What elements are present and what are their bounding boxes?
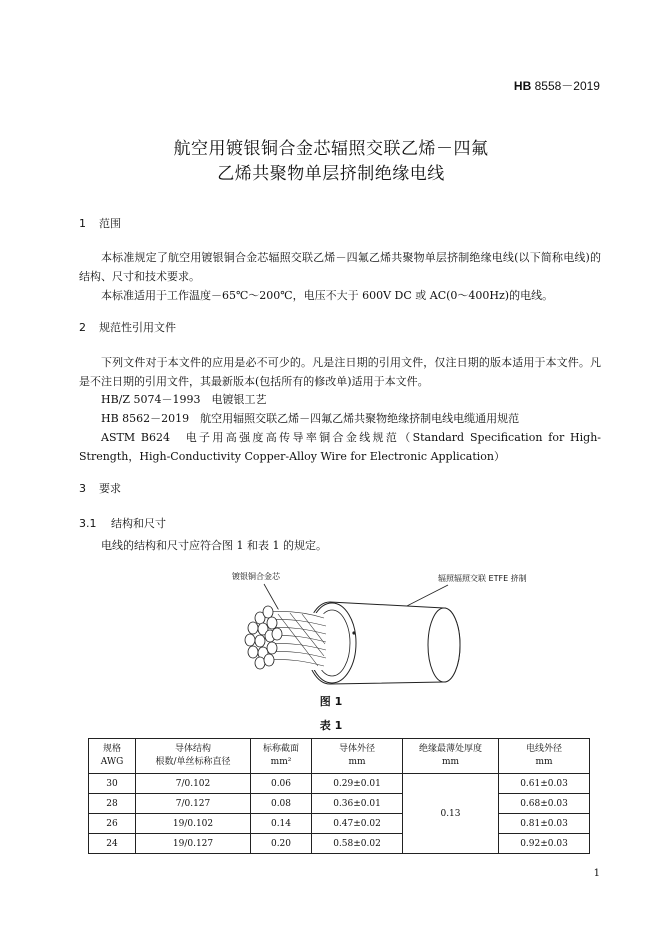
cell-conductor-diameter: 0.58±0.02 — [312, 834, 403, 854]
section-2-paragraph: 下列文件对于本文件的应用是必不可少的。凡是注日期的引用文件，仅注日期的版本适用于本文件。凡是不注日期的引用文件，其最新版本(包括所有的修改单)适用于本文件。 — [79, 356, 601, 388]
header-wire-diameter: 电线外径 mm — [499, 739, 590, 774]
conductor-label: 镀银铜合金芯 — [232, 572, 280, 581]
cell-section: 0.14 — [251, 814, 312, 834]
cell-wire-diameter: 0.92±0.03 — [499, 834, 590, 854]
section-2-heading — [79, 319, 176, 335]
document-title-line1: 航空用镀银铜合金芯辐照交联乙烯－四氟 — [173, 139, 489, 159]
cell-conductor-diameter: 0.47±0.02 — [312, 814, 403, 834]
section-3-1-heading — [79, 515, 166, 531]
section-1-paragraph-2: 本标准适用于工作温度－65℃～200℃，电压不大于 600V DC 或 AC(0～400Hz)的电线。 — [101, 289, 554, 302]
section-number: 3.1 — [79, 517, 97, 530]
cell-wire-diameter: 0.68±0.03 — [499, 794, 590, 814]
reference-1: HB/Z 5074－1993 电镀银工艺 — [101, 393, 267, 406]
section-1-paragraph-1: 本标准规定了航空用镀银铜合金芯辐照交联乙烯－四氟乙烯共聚物单层挤制绝缘电线(以下简称电线)的结构、尺寸和技术要求。 — [79, 251, 601, 283]
insulation-label: 辐照辐照交联 ETFE 挤制 — [438, 574, 527, 583]
table-row — [89, 834, 590, 854]
table-row — [89, 814, 590, 834]
section-3-heading — [79, 480, 121, 496]
cable-illustration — [220, 566, 560, 686]
document-title-line2: 乙烯共聚物单层挤制绝缘电线 — [217, 164, 445, 184]
section-title: 范围 — [99, 217, 121, 230]
header-nominal-section: 标称截面 mm² — [251, 739, 312, 774]
section-title: 结构和尺寸 — [111, 517, 166, 530]
jacket-end — [428, 608, 460, 682]
cell-structure: 7/0.102 — [136, 774, 251, 794]
cell-section: 0.20 — [251, 834, 312, 854]
cell-wire-diameter: 0.61±0.03 — [499, 774, 590, 794]
page-number: 1 — [593, 868, 600, 879]
table-row — [89, 794, 590, 814]
figure-caption: 图 1 — [319, 695, 343, 708]
section-number: 1 — [79, 217, 86, 230]
specification-table — [88, 738, 590, 854]
cell-structure: 19/0.102 — [136, 814, 251, 834]
table-caption: 表 1 — [319, 719, 343, 732]
section-number: 2 — [79, 321, 86, 334]
cell-insulation-thickness: 0.13 — [403, 774, 499, 854]
reference-3: ASTM B624 电子用高强度高传导率铜合金线规范（Standard Specification for High-Strength，High-Conductivity Copper-Alloy Wire for Electronic Application） — [79, 431, 601, 463]
cell-conductor-diameter: 0.36±0.01 — [312, 794, 403, 814]
section-title: 要求 — [99, 482, 121, 495]
table-row — [89, 774, 590, 794]
standard-code: 8558－2019 — [534, 79, 600, 93]
section-title: 规范性引用文件 — [99, 321, 176, 334]
cell-structure: 19/0.127 — [136, 834, 251, 854]
header-conductor-diameter: 导体外径 mm — [312, 739, 403, 774]
cell-conductor-diameter: 0.29±0.01 — [312, 774, 403, 794]
cell-awg: 26 — [89, 814, 136, 834]
cell-awg: 28 — [89, 794, 136, 814]
cell-structure: 7/0.127 — [136, 794, 251, 814]
table-header-row — [89, 739, 590, 774]
section-1-heading — [79, 215, 121, 231]
standard-number — [514, 77, 600, 94]
standard-prefix: HB — [513, 79, 532, 93]
cell-wire-diameter: 0.81±0.03 — [499, 814, 590, 834]
cell-section: 0.06 — [251, 774, 312, 794]
cell-section: 0.08 — [251, 794, 312, 814]
section-number: 3 — [79, 482, 86, 495]
insulation-pointer-dot — [352, 631, 355, 634]
cell-awg: 24 — [89, 834, 136, 854]
header-conductor-structure: 导体结构 根数/单丝标称直径 — [136, 739, 251, 774]
header-insulation-thickness: 绝缘最薄处厚度 mm — [403, 739, 499, 774]
reference-2: HB 8562－2019 航空用辐照交联乙烯－四氟乙烯共聚物绝缘挤制电线电缆通用规范 — [101, 412, 520, 425]
section-3-1-paragraph: 电线的结构和尺寸应符合图 1 和表 1 的规定。 — [101, 539, 327, 552]
cell-awg: 30 — [89, 774, 136, 794]
header-awg: 规格 AWG — [89, 739, 136, 774]
